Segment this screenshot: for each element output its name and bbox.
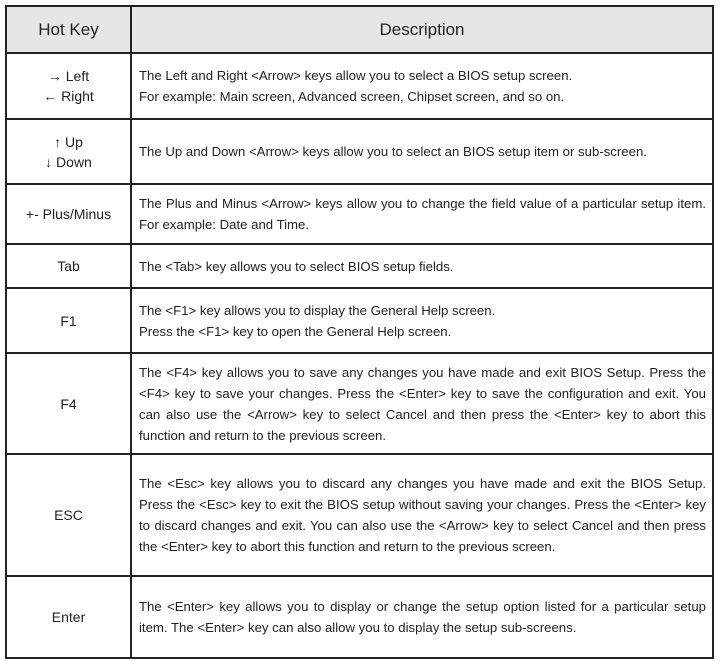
hot-key-label: Tab — [57, 258, 80, 274]
hot-key-cell — [6, 119, 131, 184]
description-cell — [131, 119, 713, 184]
hot-key-label: Enter — [51, 609, 86, 625]
hot-key-cell — [6, 576, 131, 658]
hot-key-label: ESC — [54, 507, 83, 523]
hot-key-cell — [6, 184, 131, 244]
hot-key-label: → Left — [47, 68, 90, 84]
description-text: Press the <F1> key to open the General Help screen. — [139, 323, 452, 339]
description-cell — [131, 353, 713, 454]
table-row — [6, 53, 713, 119]
hot-key-label: F4 — [60, 395, 77, 412]
hot-key-label: F1 — [60, 312, 77, 329]
table-row — [6, 454, 713, 576]
hot-key-cell — [6, 53, 131, 119]
description-text: The <Esc> key allows you to discard any changes you have made and exit the BIOS Setup. Press the <Esc> key to exit the BIOS setup without saving your changes. Press the <Enter> key to discard changes and exit. You can also use the <Arrow> key to select Cancel and then press the <Enter> key to abort this function and return to the previous screen. — [139, 476, 706, 554]
hot-key-label: ← Right — [43, 88, 94, 104]
table-row — [6, 353, 713, 454]
description-cell — [131, 288, 713, 353]
description-cell — [131, 576, 713, 658]
table-row — [6, 244, 713, 288]
hot-key-cell — [6, 353, 131, 454]
hot-key-label: +- Plus/Minus — [25, 206, 112, 222]
description-text: The <Tab> key allows you to select BIOS setup fields. — [139, 258, 454, 274]
table-row — [6, 119, 713, 184]
table-header-row — [6, 6, 713, 53]
description-text: The Left and Right <Arrow> keys allow you to select a BIOS setup screen. — [139, 68, 573, 83]
table-row — [6, 184, 713, 244]
hot-key-cell — [6, 454, 131, 576]
description-cell — [131, 53, 713, 119]
description-text: The Up and Down <Arrow> keys allow you to select an BIOS setup item or sub-screen. — [139, 144, 647, 159]
hot-key-label: ↑ Up — [54, 133, 83, 150]
table-row — [6, 576, 713, 658]
description-cell — [131, 184, 713, 244]
hotkey-table — [5, 5, 714, 659]
hot-key-label: ↓ Down — [45, 153, 92, 170]
description-text: For example: Main screen, Advanced screen, Chipset screen, and so on. — [139, 89, 565, 104]
description-text: The <F4> key allows you to save any changes you have made and exit BIOS Setup. Press the <F4> key to save your changes. Press the <Enter> key to save the configuration and exit. You can also use the <Arrow> key to select Cancel and then press the <Enter> key to abort this function and return to the previous screen. — [139, 364, 706, 443]
description-text: The <Enter> key allows you to display or change the setup option listed for a particular setup item. The <Enter> key can also allow you to display the setup sub-screens. — [139, 599, 706, 635]
description-text: The Plus and Minus <Arrow> keys allow you to change the field value of a particular setup item. For example: Date and Time. — [139, 196, 706, 232]
description-header: Description — [131, 6, 713, 53]
description-cell — [131, 244, 713, 288]
hot-key-header: Hot Key — [6, 6, 131, 53]
hot-key-cell — [6, 244, 131, 288]
description-text: The <F1> key allows you to display the General Help screen. — [139, 302, 496, 318]
description-cell — [131, 454, 713, 576]
table-row — [6, 288, 713, 353]
hot-key-cell — [6, 288, 131, 353]
